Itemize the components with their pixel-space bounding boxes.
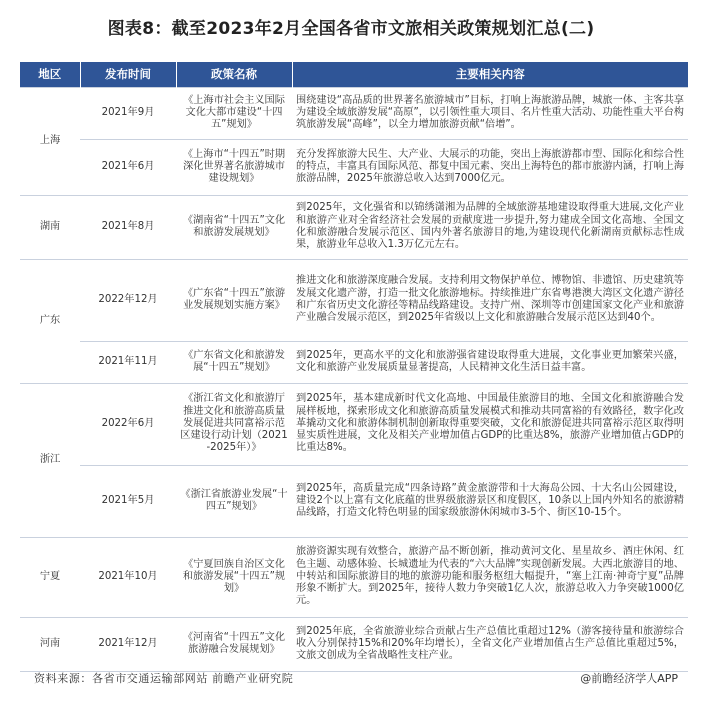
header-date: 发布时间 [80,62,176,87]
policy-name-cell: 《湖南省“十四五”文化和旅游发展规划》 [176,195,292,259]
table-row [20,195,688,259]
content-cell: 到2025年底，全省旅游业综合贡献占生产总值比重超过12%（游客接待量和旅游综合收入分别保持15%和20%年均增长），全省文化产业增加值占生产总值比重超过5%，文旅文创成为全省战略性支柱产业。 [292,617,688,671]
content-cell: 到2025年，高质量完成“四条诗路”黄金旅游带和十大海岛公园、十大名山公园建设，建设2个以上富有文化底蕴的世界级旅游景区和度假区，10条以上国内外知名的旅游精品线路，打造文化特色明显的国家级旅游休闲城市3-5个、街区10-15个。 [292,465,688,537]
date-cell: 2022年6月 [80,383,176,465]
date-cell: 2021年8月 [80,195,176,259]
source-note: 资料来源：各省市交通运输部网站 前瞻产业研究院 [34,672,294,685]
date-cell: 2021年9月 [80,87,176,139]
policy-name-cell: 《浙江省旅游业发展“十四五”规划》 [176,465,292,537]
content-cell: 围绕建设“高品质的世界著名旅游城市”目标，打响上海旅游品牌，城旅一体、主客共享为建设全域旅游发展“高原”，以引领性重大项目、名片性重大活动、功能性重大平台构筑旅游发展“高峰”，以全力增加旅游贡献“倍增”。 [292,87,688,139]
policy-name-cell: 《河南省“十四五”文化旅游融合发展规划》 [176,617,292,671]
region-cell: 河南 [20,617,80,671]
policy-table [20,62,688,672]
content-cell: 充分发挥旅游大民生、大产业、大展示的功能，突出上海旅游都市型、国际化和综合性的特点，丰富具有国际风范、都复中国元素、突出上海特色的都市旅游内涵，打响上海旅游品牌，2025年旅游总收入达到7000亿元。 [292,139,688,195]
date-cell: 2021年12月 [80,617,176,671]
table-row [20,341,688,383]
table-row [20,617,688,671]
header-content: 主要相关内容 [292,62,688,87]
page-title: 图表8：截至2023年2月全国各省市文旅相关政策规划汇总(二) [107,19,595,39]
date-cell: 2021年11月 [80,341,176,383]
date-cell: 2021年10月 [80,537,176,617]
content-cell: 到2025年，更高水平的文化和旅游强省建设取得重大进展，文化事业更加繁荣兴盛，文化和旅游产业发展质量显著提高，人民精神文化生活日益丰富。 [292,341,688,383]
policy-name-cell: 《上海市社会主义国际文化大都市建设“十四五”规划》 [176,87,292,139]
table-row [20,139,688,195]
policy-name-cell: 《上海市“十四五”时期深化世界著名旅游城市建设规划》 [176,139,292,195]
brand-credit: @前瞻经济学人APP [580,672,678,685]
date-cell: 2022年12月 [80,259,176,341]
table-row [20,537,688,617]
table-row [20,383,688,465]
table-row [20,87,688,139]
content-cell: 推进文化和旅游深度融合发展。支持利用文物保护单位、博物馆、非遗馆、历史建筑等发展文化遗产游，打造一批文化旅游地标。持续推进广东省粤港澳大湾区文化遗产游径和广东省历史文化游径等精品线路建设。支持广州、深圳等市创建国家文化产业和旅游产业融合发展示范区，到2025年省级以上文化和旅游融合发展示范区达到40个。 [292,259,688,341]
date-cell: 2021年5月 [80,465,176,537]
table-header-row [20,62,688,87]
region-cell: 上海 [20,87,80,195]
policy-name-cell: 《广东省“十四五”旅游业发展规划实施方案》 [176,259,292,341]
policy-name-cell: 《浙江省文化和旅游厅推进文化和旅游高质量发展促进共同富裕示范区建设行动计划（2021-2025年）》 [176,383,292,465]
header-region: 地区 [20,62,80,87]
content-cell: 旅游资源实现有效整合，旅游产品不断创新，推动黄河文化、星星故乡、酒庄休闲、红色主题、动感体验、长城遗址为代表的“六大品牌”实现创新发展。大西北旅游目的地、中转站和国际旅游目的地的旅游功能和服务枢纽大幅提升，“塞上江南·神奇宁夏”品牌形象不断扩大。到2025年，接待人数力争突破1亿人次，旅游总收入力争突破1000亿元。 [292,537,688,617]
region-cell: 广东 [20,259,80,383]
header-name: 政策名称 [176,62,292,87]
policy-name-cell: 《宁夏回族自治区文化和旅游发展“十四五”规划》 [176,537,292,617]
region-cell: 浙江 [20,383,80,537]
date-cell: 2021年6月 [80,139,176,195]
table-row [20,259,688,341]
policy-name-cell: 《广东省文化和旅游发展“十四五”规划》 [176,341,292,383]
table-row [20,465,688,537]
region-cell: 湖南 [20,195,80,259]
region-cell: 宁夏 [20,537,80,617]
content-cell: 到2025年，基本建成新时代文化高地、中国最佳旅游目的地、全国文化和旅游融合发展样板地，探索形成文化和旅游高质量发展模式和推动共同富裕的有效路径，数字化改革撬动文化和旅游体制机制创新取得重要突破，文化和旅游促进共同富裕示范区取得明显实质性进展，文化及相关产业增加值占GDP的比重达8%，旅游产业增加值占GDP的比重达8%。 [292,383,688,465]
content-cell: 到2025年，文化强省和以锦绣潇湘为品牌的全域旅游基地建设取得重大进展,文化产业和旅游产业对全省经济社会发展的贡献度进一步提升,努力建成全国文化高地、全国文化和旅游融合发展示范区、国内外著名旅游目的地,为建设现代化新湖南贡献标志性成果，旅游业年总收入1.3万亿元左右。 [292,195,688,259]
